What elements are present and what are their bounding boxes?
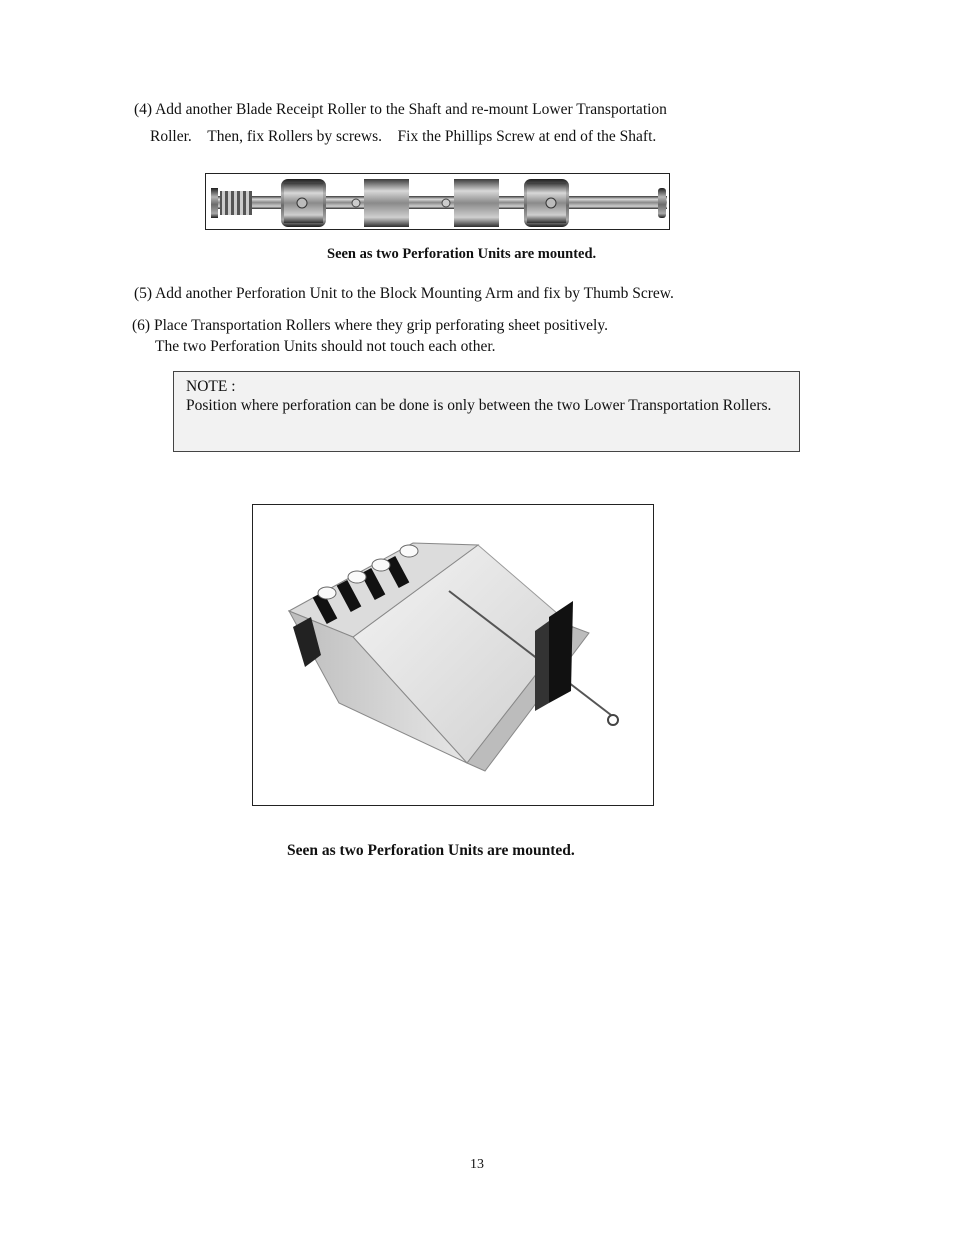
figure-1-caption: Seen as two Perforation Units are mounted.	[327, 246, 597, 262]
step-5	[134, 281, 674, 307]
roller-shaft-illustration	[206, 174, 670, 230]
perforation-machine-illustration	[253, 505, 654, 806]
note-box	[173, 371, 800, 452]
machine-photo	[252, 504, 654, 806]
shaft-end-right	[658, 188, 666, 218]
step-4	[134, 97, 667, 123]
step-6-line-2: The two Perforation Units should not touch each other.	[155, 338, 496, 355]
step-6-line-1: Place Transportation Rollers where they grip perforating sheet positively.	[153, 317, 608, 334]
step-5-text: Add another Perforation Unit to the Block Mounting Arm and fix by Thumb Screw.	[155, 285, 674, 302]
transport-roller-2	[454, 179, 499, 227]
transport-roller-1	[364, 179, 409, 227]
step-6	[132, 316, 608, 336]
step-4-number: (4)	[134, 101, 153, 118]
step-6-number: (6)	[132, 317, 151, 334]
shaft-end-left	[211, 188, 218, 218]
note-heading: NOTE :	[186, 378, 236, 395]
step-4-line-2: Roller. Then, fix Rollers by screws. Fix the Phillips Screw at end of the Shaft.	[150, 128, 657, 145]
shaft	[212, 196, 667, 209]
note-body: Position where perforation can be done is only between the two Lower Transportation Rollers.	[186, 397, 772, 414]
roller-shaft-photo	[205, 173, 670, 230]
side-guide-fence	[549, 601, 573, 703]
page-number: 13	[470, 1157, 484, 1172]
figure-2-caption: Seen as two Perforation Units are mounted.	[287, 842, 575, 859]
step-4-line-1: Add another Blade Receipt Roller to the Shaft and re-mount Lower Transportation	[155, 101, 667, 118]
step-5-number: (5)	[134, 285, 153, 302]
spring	[220, 191, 252, 215]
